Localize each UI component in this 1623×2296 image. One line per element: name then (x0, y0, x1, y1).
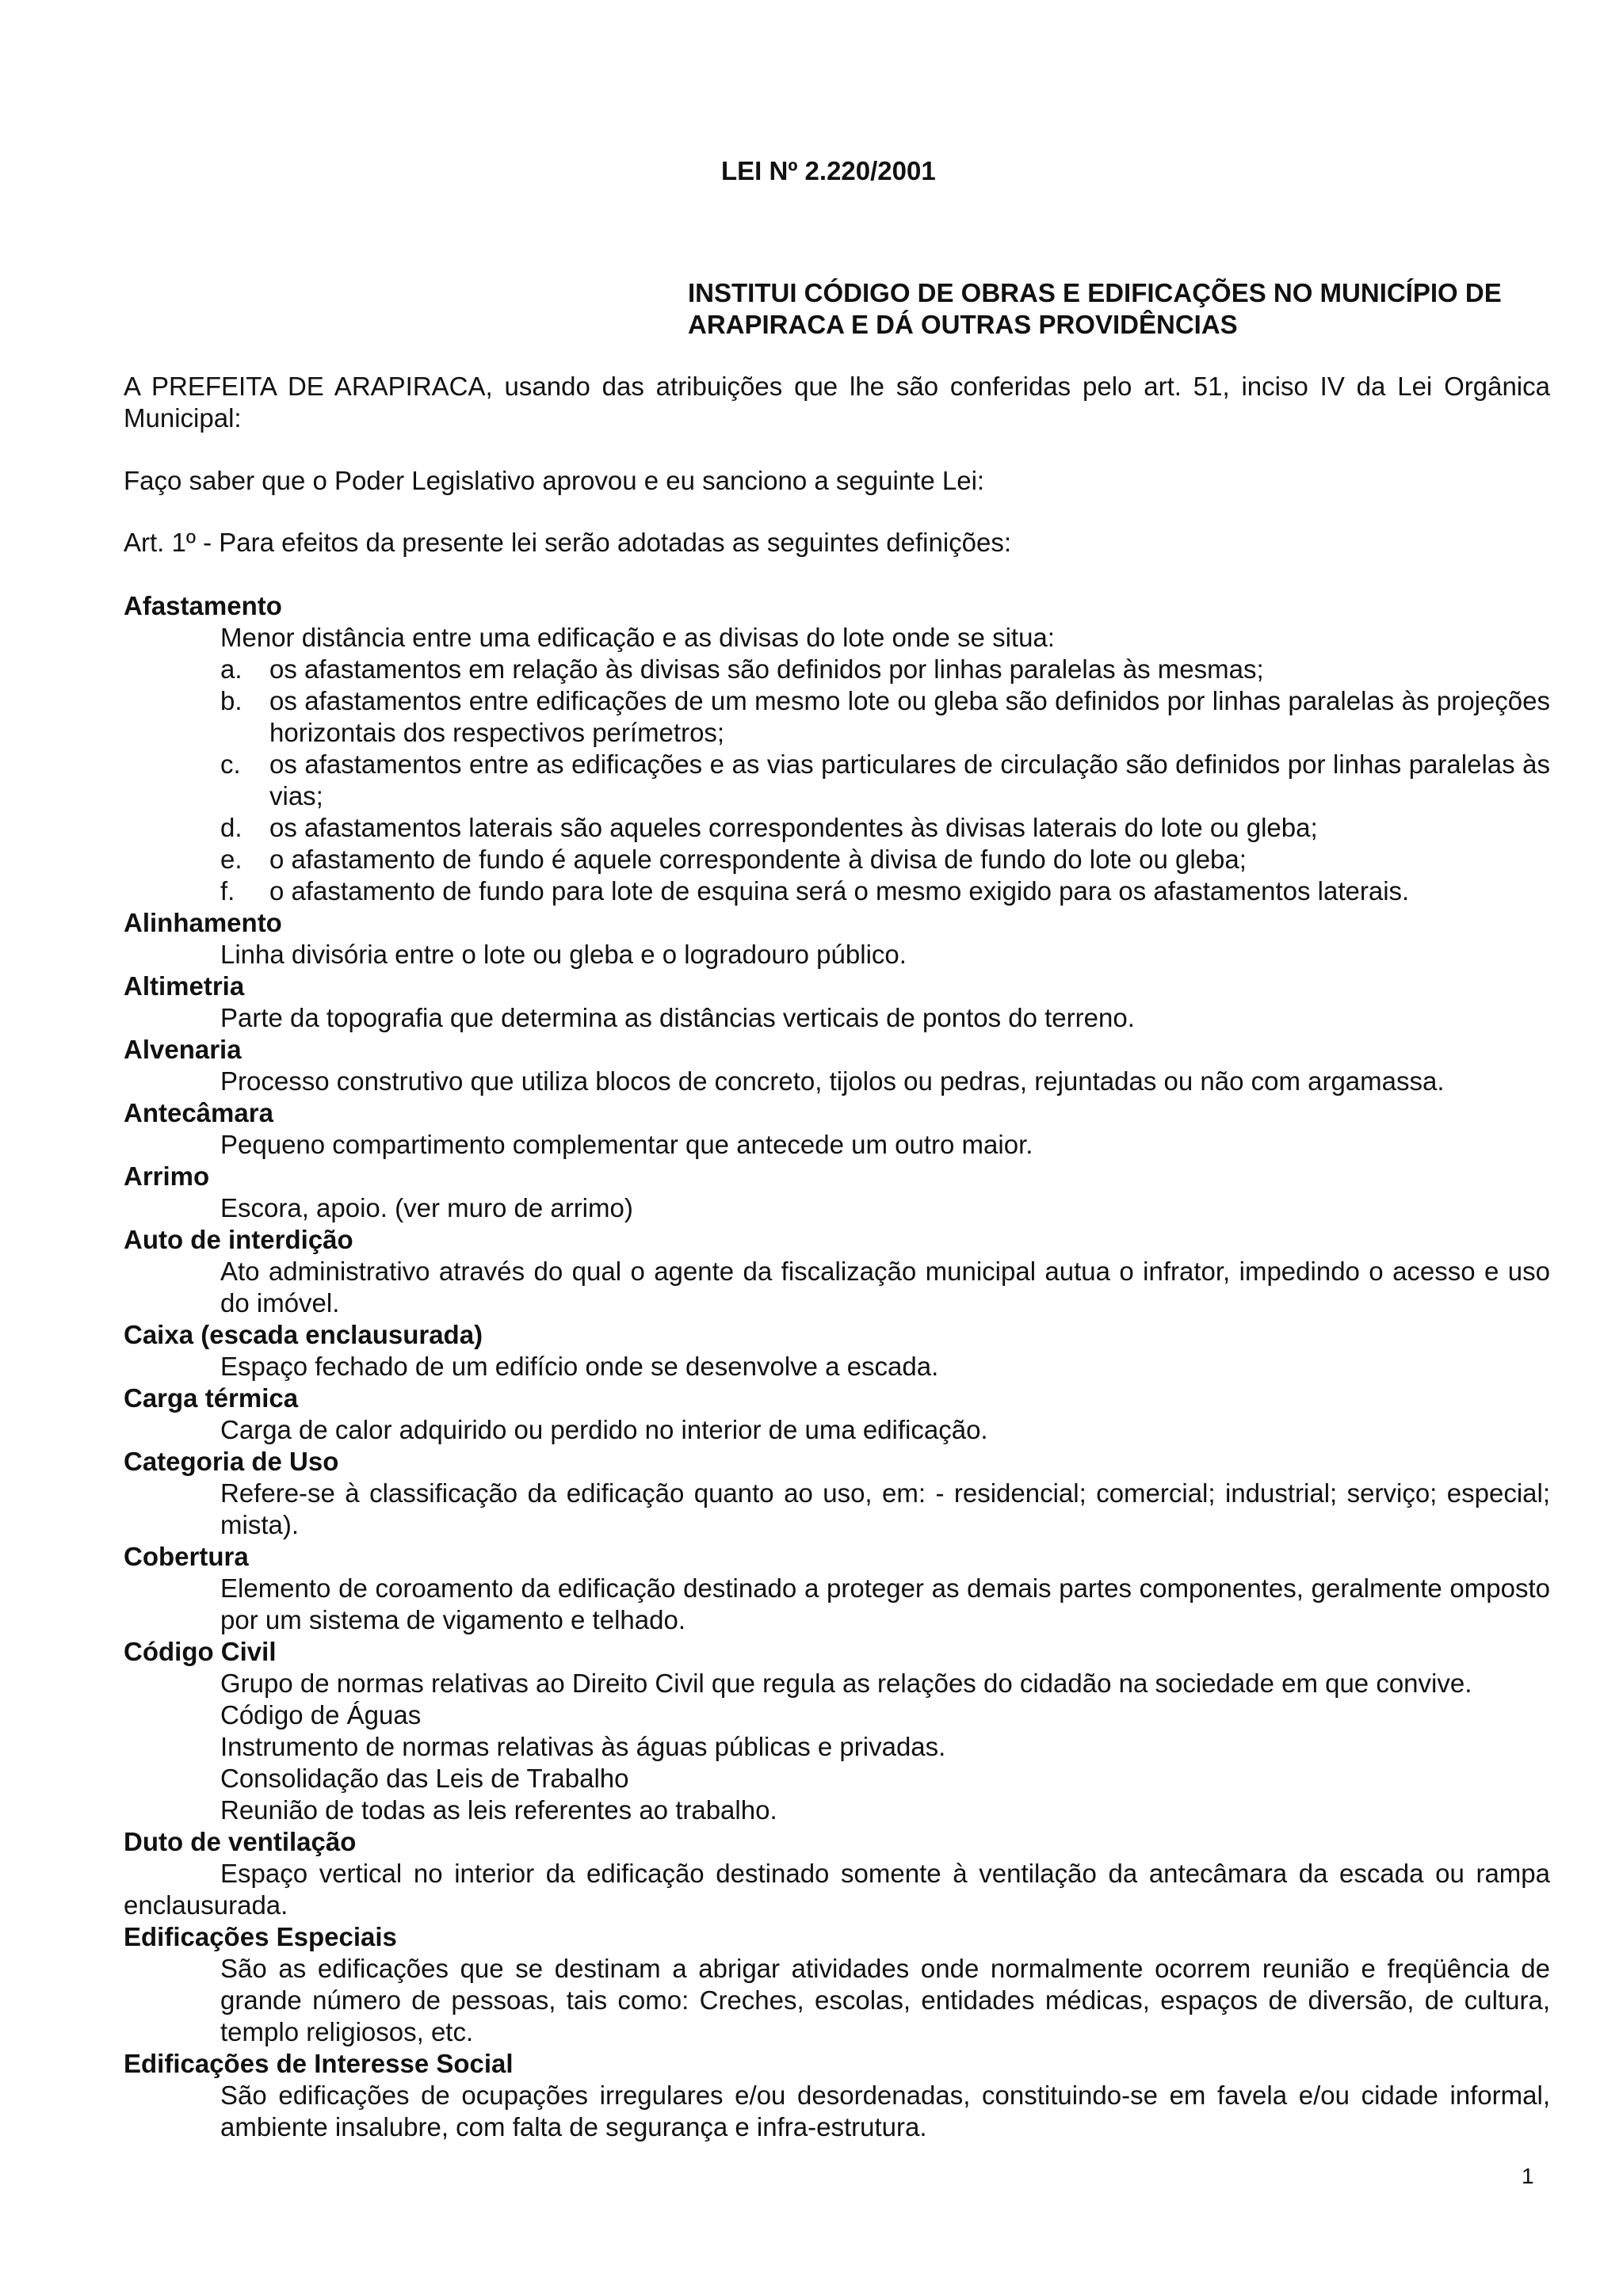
sublist-marker: c. (220, 749, 241, 779)
proclamation-paragraph: Faço saber que o Poder Legislativo aprovou e eu sanciono a seguinte Lei: (124, 466, 985, 495)
definition-extra-line: Código de Águas (220, 1700, 422, 1730)
sublist-marker: b. (220, 686, 242, 715)
definition-entry (124, 1224, 1550, 1319)
page-number: 1 (1522, 2164, 1534, 2188)
definition-entry (124, 1541, 1550, 1636)
sublist-item-text: o afastamento de fundo é aquele correspondente à divisa de fundo do lote ou gleba; (269, 845, 1247, 874)
definitions-list (124, 590, 1550, 2143)
law-title: LEI Nº 2.220/2001 (721, 156, 936, 185)
sublist-item (124, 749, 1550, 812)
sublist-item-text: os afastamentos laterais são aqueles correspondentes às divisas laterais do lote ou gleba; (269, 813, 1318, 842)
definition-term: Duto de ventilação (124, 1827, 357, 1856)
definition-text: Escora, apoio. (ver muro de arrimo) (220, 1193, 633, 1222)
definition-entry (124, 1097, 1550, 1161)
definition-term: Código Civil (124, 1637, 277, 1666)
definition-extra-line: Consolidação das Leis de Trabalho (220, 1764, 629, 1793)
sublist-item (124, 875, 1550, 907)
definition-entry (124, 1921, 1550, 2048)
definition-text: São as edificações que se destinam a abrigar atividades onde normalmente ocorrem reunião e freqüência de grande número de pessoas, tais como: Creches, escolas, entidades médicas, espaços de diversão, de cultura, templo religiosos, etc. (220, 1954, 1550, 2046)
definition-term: Categoria de Uso (124, 1447, 339, 1476)
definition-entry (124, 1446, 1550, 1541)
definition-text: Refere-se à classificação da edificação quanto ao uso, em: - residencial; comercial; industrial; serviço; especial; mista). (220, 1478, 1550, 1539)
definition-term: Carga térmica (124, 1383, 299, 1413)
definition-text: Parte da topografia que determina as distâncias verticais de pontos do terreno. (220, 1003, 1135, 1032)
sublist-item-text: o afastamento de fundo para lote de esquina será o mesmo exigido para os afastamentos laterais. (269, 876, 1410, 906)
definition-entry (124, 1161, 1550, 1224)
definition-text: Grupo de normas relativas ao Direito Civil que regula as relações do cidadão na sociedade em que convive. (220, 1669, 1472, 1698)
sublist-item (124, 685, 1550, 749)
sublist-item (124, 844, 1550, 875)
definition-sublist (124, 654, 1550, 907)
definition-term: Cobertura (124, 1542, 249, 1571)
definition-entry (124, 2048, 1550, 2143)
definition-entry (124, 971, 1550, 1034)
definition-term: Edificações de Interesse Social (124, 2049, 514, 2078)
definition-term: Alinhamento (124, 908, 282, 937)
preamble-paragraph: A PREFEITA DE ARAPIRACA, usando das atribuições que lhe são conferidas pelo art. 51, inciso IV da Lei Orgânica Municipal: (124, 372, 1550, 433)
definition-text: Espaço vertical no interior da edificação destinado somente à ventilação da antecâmara da escada ou rampa enclausurada. (124, 1859, 1550, 1920)
sublist-item (124, 654, 1550, 685)
definition-term: Altimetria (124, 971, 245, 1001)
definition-term: Edificações Especiais (124, 1922, 397, 1951)
sublist-item-text: os afastamentos entre as edificações e as vias particulares de circulação são definidos por linhas paralelas às vias; (269, 749, 1550, 810)
sublist-marker: e. (220, 845, 242, 874)
definition-text: Espaço fechado de um edifício onde se desenvolve a escada. (220, 1352, 939, 1381)
definition-text: Menor distância entre uma edificação e as divisas do lote onde se situa: (220, 623, 1055, 652)
definition-text: Carga de calor adquirido ou perdido no interior de uma edificação. (220, 1415, 988, 1444)
definition-entry (124, 1636, 1550, 1826)
definition-entry (124, 590, 1550, 907)
sublist-marker: f. (220, 876, 235, 906)
definition-text: Elemento de coroamento da edificação destinado a proteger as demais partes componentes, geralmente omposto por um sistema de vigamento e telhado. (220, 1573, 1550, 1634)
definition-term: Arrimo (124, 1161, 210, 1191)
definition-extra-line: Reunião de todas as leis referentes ao trabalho. (220, 1795, 777, 1825)
definition-text: Linha divisória entre o lote ou gleba e o logradouro público. (220, 940, 907, 969)
sublist-marker: a. (220, 654, 242, 684)
definition-term: Antecâmara (124, 1098, 273, 1127)
sublist-item-text: os afastamentos em relação às divisas são definidos por linhas paralelas às mesmas; (269, 654, 1264, 684)
definition-text: Processo construtivo que utiliza blocos de concreto, tijolos ou pedras, rejuntadas ou não com argamassa. (220, 1066, 1445, 1096)
definition-extra-line: Instrumento de normas relativas às águas públicas e privadas. (220, 1732, 946, 1761)
definition-entry (124, 1383, 1550, 1446)
definition-term: Alvenaria (124, 1035, 242, 1064)
sublist-item-text: os afastamentos entre edificações de um mesmo lote ou gleba são definidos por linhas paralelas às projeções horizontais dos respectivos perímetros; (269, 686, 1550, 747)
sublist-marker: d. (220, 813, 242, 842)
law-ementa: INSTITUI CÓDIGO DE OBRAS E EDIFICAÇÕES NO MUNICÍPIO DE ARAPIRACA E DÁ OUTRAS PROVIDÊNCIAS (688, 278, 1502, 339)
definition-entry (124, 1826, 1550, 1921)
definition-entry (124, 1034, 1550, 1097)
definition-text: Ato administrativo através do qual o agente da fiscalização municipal autua o infrator, impedindo o acesso e uso do imóvel. (220, 1257, 1550, 1318)
article-1-paragraph: Art. 1º - Para efeitos da presente lei serão adotadas as seguintes definições: (124, 528, 1012, 557)
sublist-item (124, 812, 1550, 844)
definition-entry (124, 1319, 1550, 1383)
definition-text: São edificações de ocupações irregulares e/ou desordenadas, constituindo-se em favela e/ou cidade informal, ambiente insalubre, com falta de segurança e infra-estrutura. (220, 2081, 1550, 2142)
definition-term: Caixa (escada enclausurada) (124, 1320, 483, 1349)
definition-entry (124, 907, 1550, 971)
definition-text: Pequeno compartimento complementar que antecede um outro maior. (220, 1130, 1033, 1159)
definition-term: Auto de interdição (124, 1225, 353, 1254)
definition-term: Afastamento (124, 591, 282, 620)
